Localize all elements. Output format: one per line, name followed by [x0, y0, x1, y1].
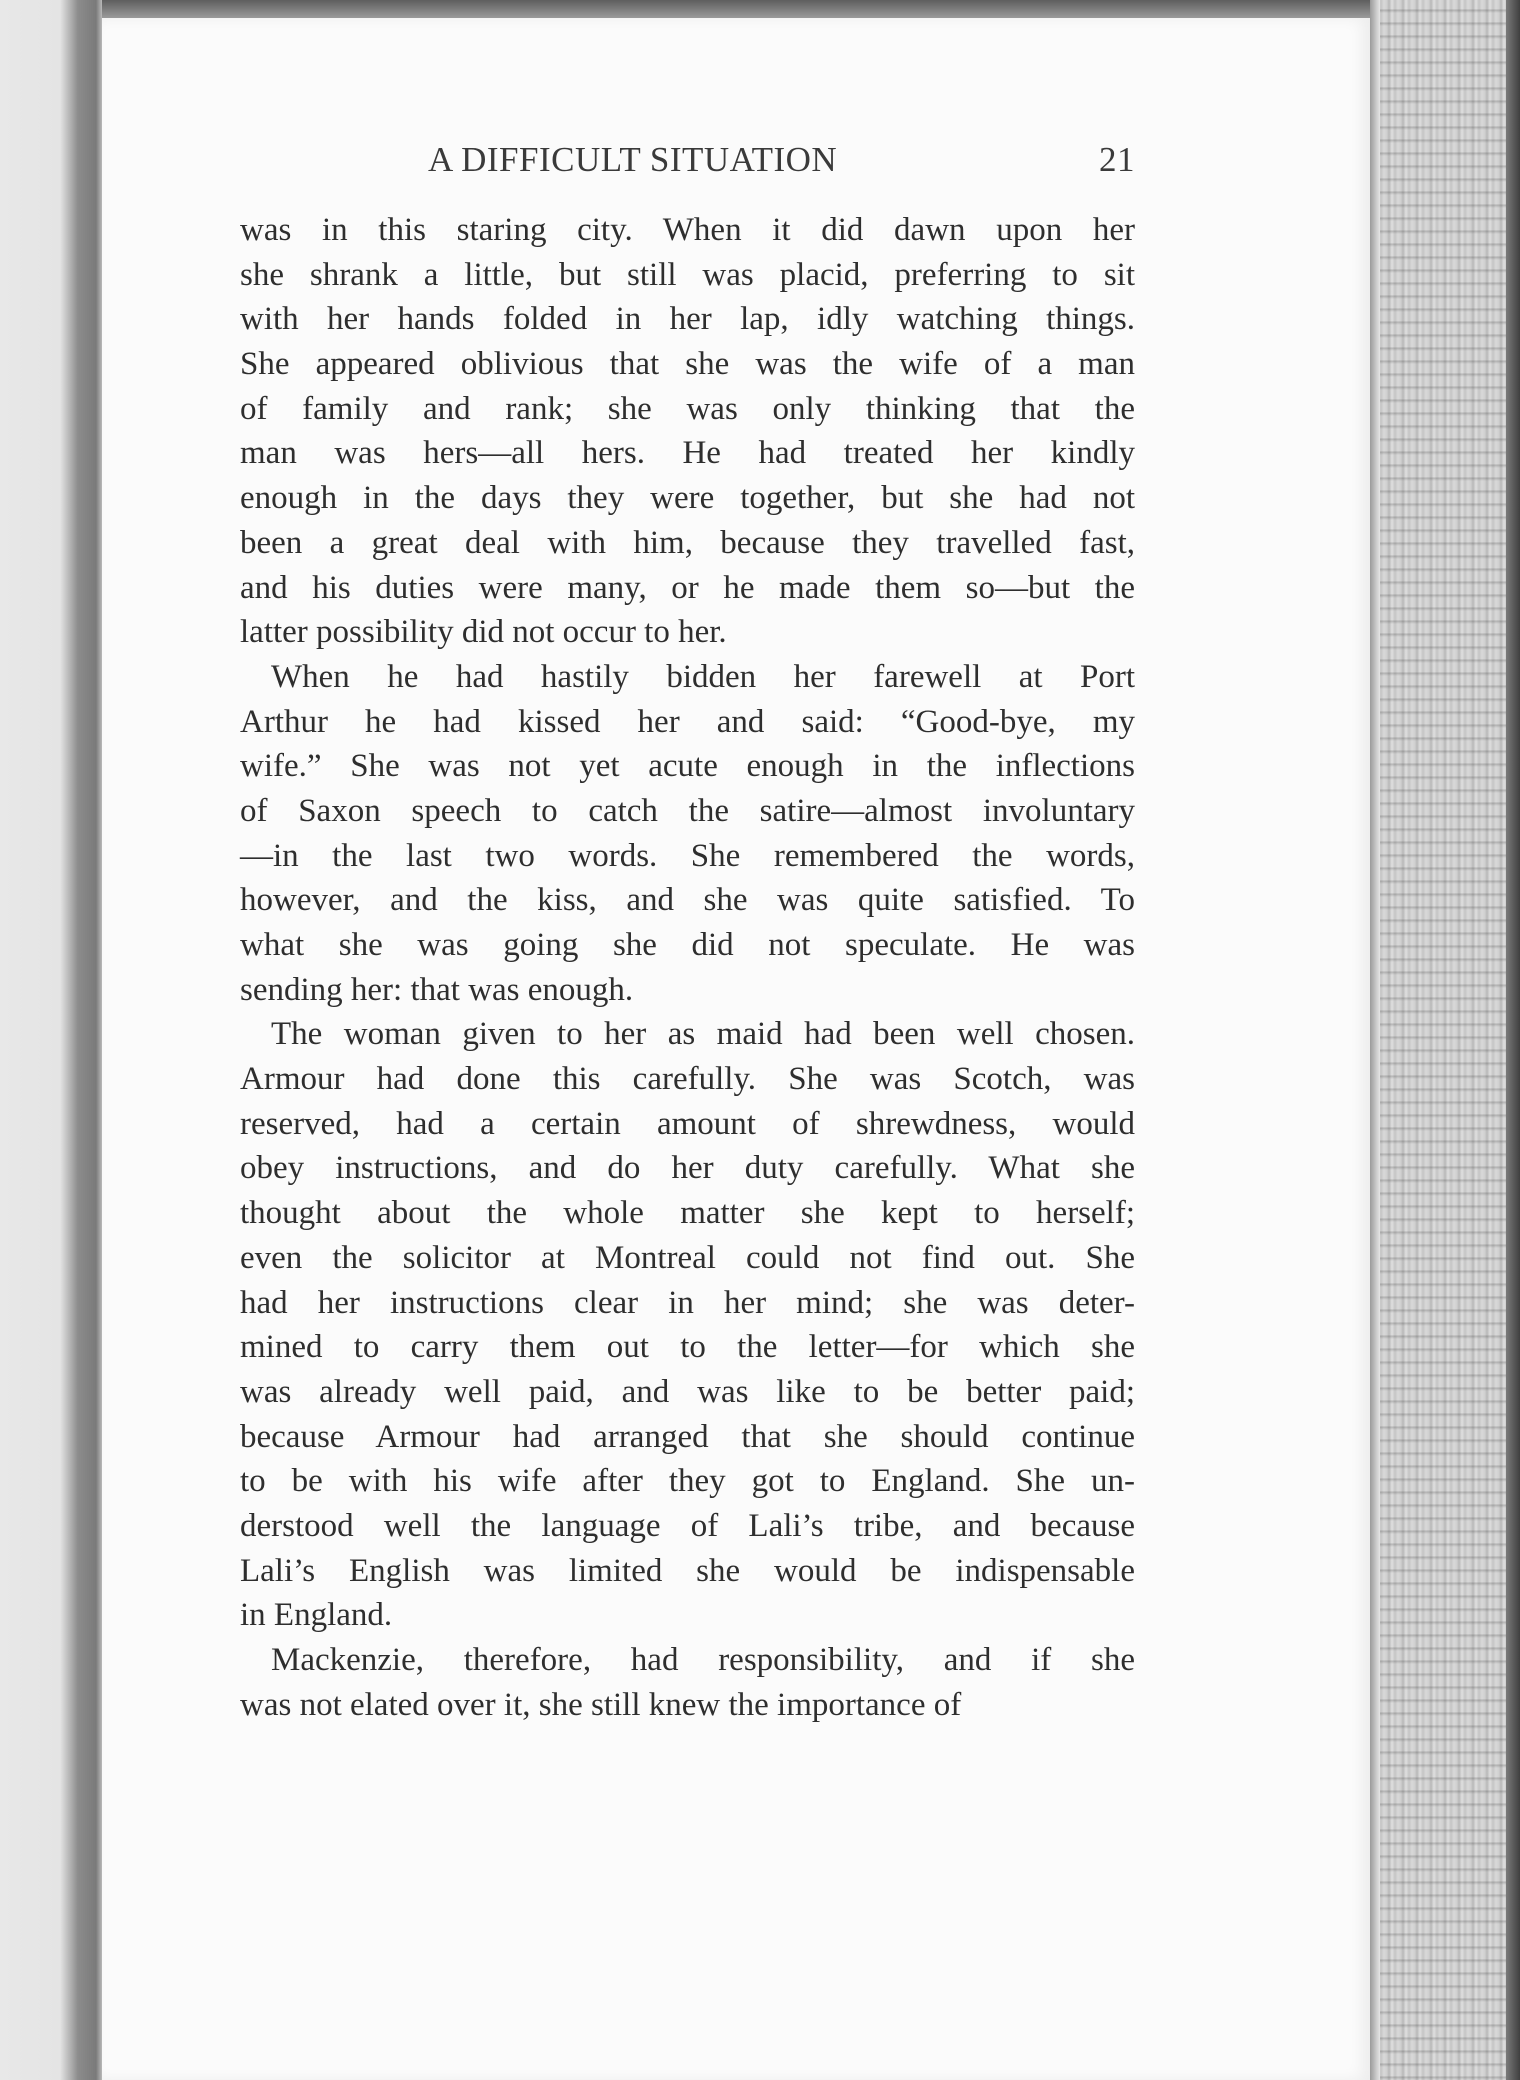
text-line: Lali’s English was limited she would be indispensable: [240, 1552, 1135, 1589]
text-line: was in this staring city. When it did dawn upon her: [240, 212, 1135, 248]
text-line: sending her: that was enough.: [240, 971, 634, 1008]
top-shadow-edge: [0, 0, 1520, 18]
page-number: 21: [1099, 140, 1135, 179]
text-line: in England.: [240, 1597, 393, 1634]
text-line: Arthur he had kissed her and said: “Good-bye, my: [240, 703, 1135, 740]
text-line: wife.” She was not yet acute enough in the inflections: [240, 748, 1135, 785]
text-line: When he had hastily bidden her farewell at Port: [271, 658, 1135, 695]
body-text: [240, 208, 1135, 1727]
text-line: mined to carry them out to the letter—for which she: [240, 1329, 1135, 1366]
left-binding-edge: [0, 0, 102, 2080]
text-line: Armour had done this carefully. She was Scotch, was: [240, 1061, 1135, 1098]
text-line: She appeared oblivious that she was the wife of a man: [240, 346, 1135, 383]
text-line: been a great deal with him, because they travelled fast,: [240, 524, 1135, 561]
text-line: she shrank a little, but still was placid, preferring to sit: [240, 256, 1135, 293]
text-line: obey instructions, and do her duty carefully. What she: [240, 1150, 1135, 1187]
page-edges-stack: [1370, 0, 1520, 2080]
text-line: to be with his wife after they got to England. She un-: [240, 1463, 1135, 1500]
paragraph: [240, 1638, 1135, 1727]
text-line: was not elated over it, she still knew the importance of: [240, 1686, 962, 1723]
text-line: because Armour had arranged that she should continue: [240, 1418, 1135, 1455]
text-line: was already well paid, and was like to be better paid;: [240, 1373, 1135, 1410]
text-line: reserved, had a certain amount of shrewdness, would: [240, 1105, 1135, 1142]
text-line: of Saxon speech to catch the satire—almost involuntary: [240, 792, 1135, 829]
text-line: derstood well the language of Lali’s tribe, and because: [240, 1507, 1135, 1544]
paragraph: [240, 655, 1135, 1013]
text-line: enough in the days they were together, but she had not: [240, 480, 1135, 517]
running-head: A DIFFICULT SITUATION: [428, 140, 838, 179]
paragraph: [240, 1012, 1135, 1638]
page-header: [240, 140, 1135, 190]
text-line: —in the last two words. She remembered the words,: [240, 837, 1135, 874]
text-line: latter possibility did not occur to her.: [240, 614, 727, 651]
text-line: The woman given to her as maid had been well chosen.: [271, 1016, 1135, 1053]
text-line: thought about the whole matter she kept to herself;: [240, 1195, 1135, 1232]
text-line: and his duties were many, or he made them so—but the: [240, 569, 1135, 606]
paragraph: [240, 208, 1135, 655]
text-line: had her instructions clear in her mind; she was deter-: [240, 1284, 1135, 1321]
text-line: man was hers—all hers. He had treated her kindly: [240, 435, 1135, 472]
text-line: Mackenzie, therefore, had responsibility, and if she: [271, 1642, 1135, 1678]
text-line: what she was going she did not speculate. He was: [240, 927, 1135, 963]
text-line: however, and the kiss, and she was quite satisfied. To: [240, 882, 1135, 919]
text-line: of family and rank; she was only thinking that the: [240, 390, 1135, 427]
text-line: with her hands folded in her lap, idly watching things.: [240, 301, 1135, 338]
text-line: even the solicitor at Montreal could not find out. She: [240, 1239, 1135, 1276]
